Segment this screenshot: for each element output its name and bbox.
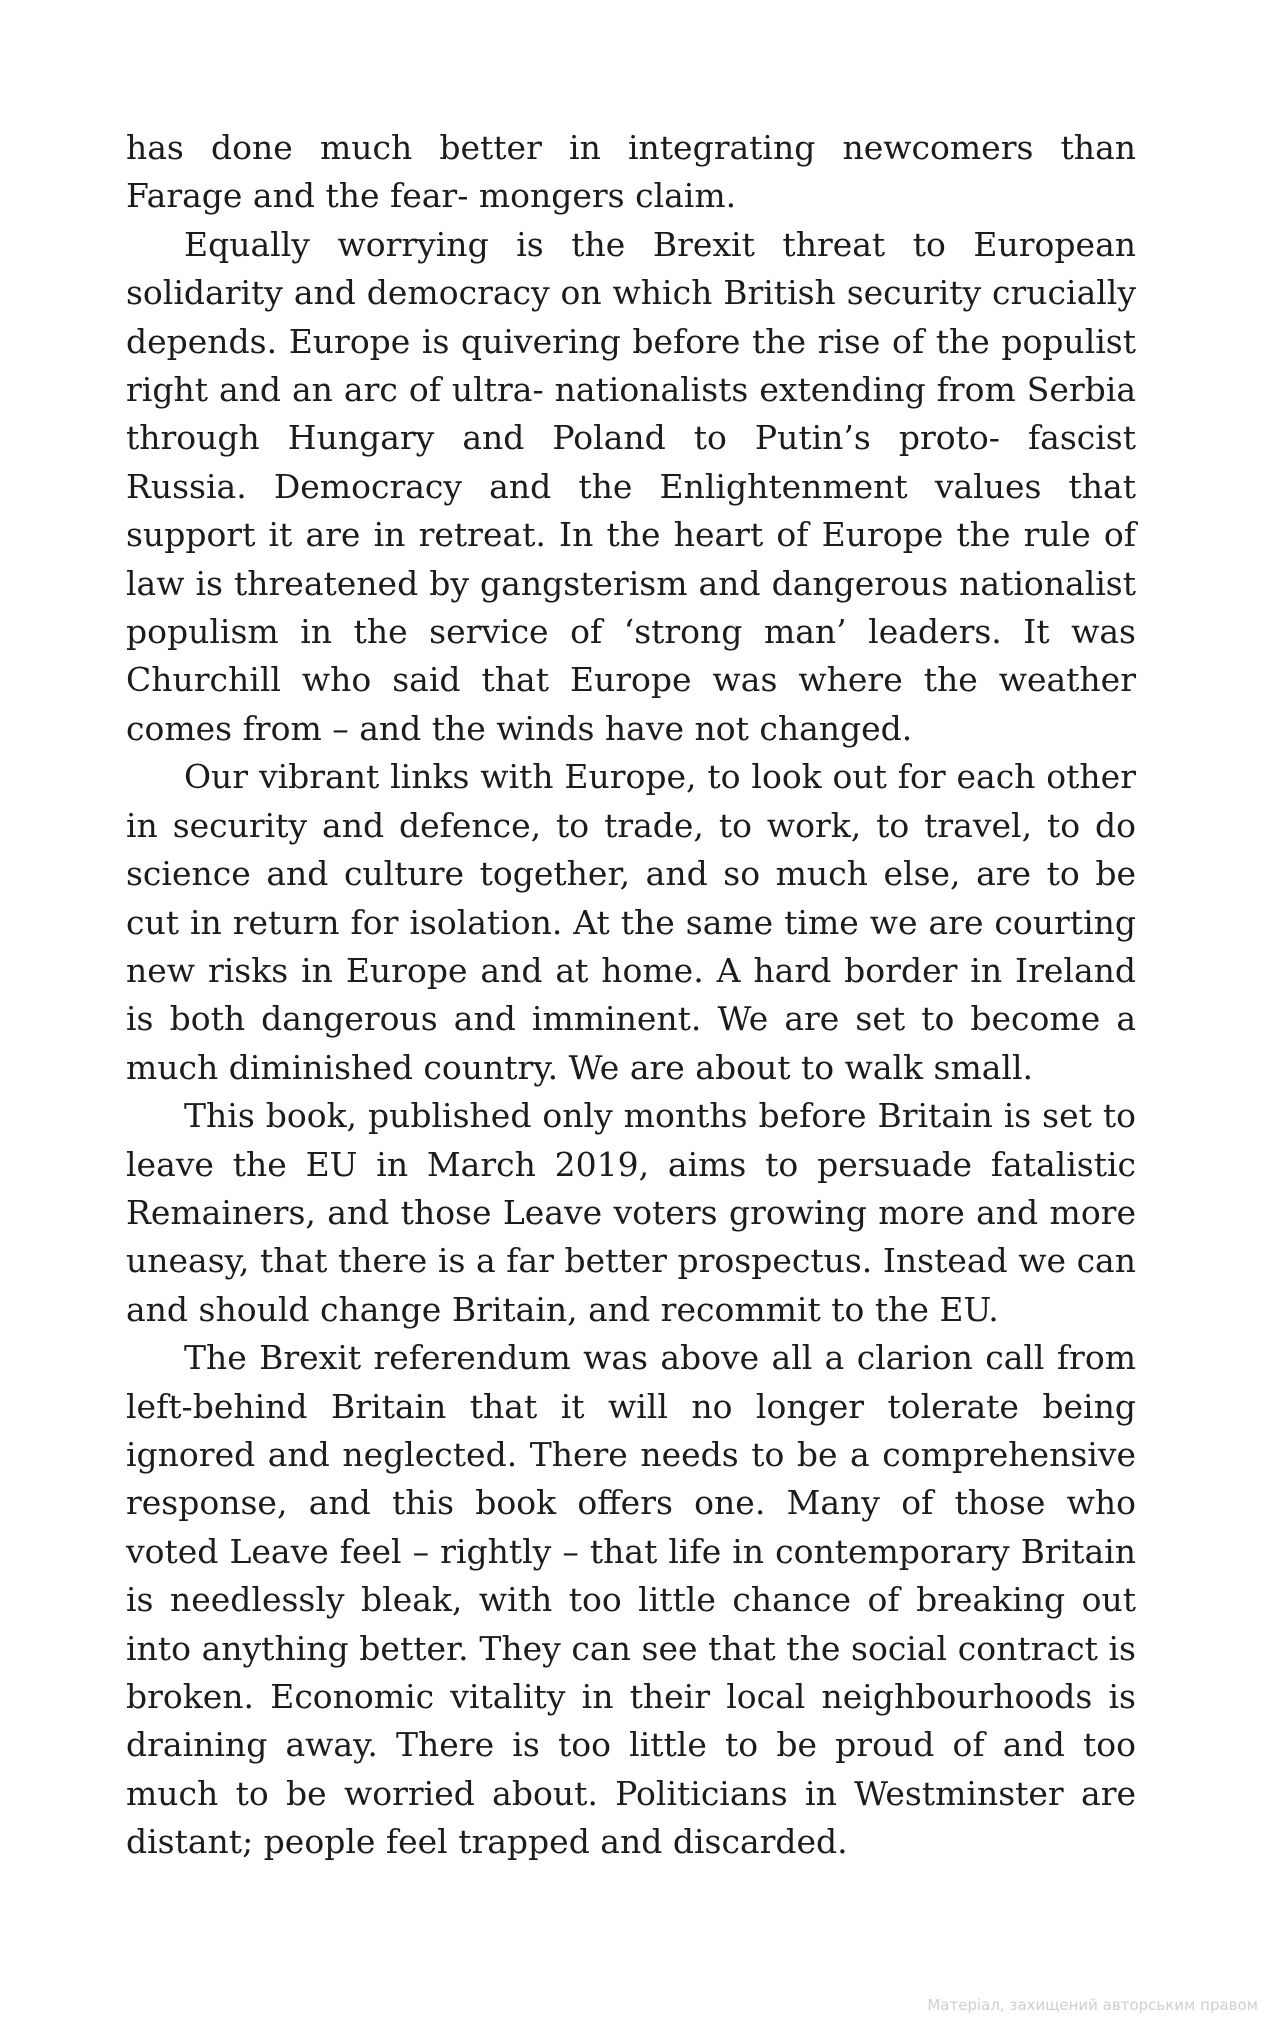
copyright-watermark: Матеріал, захищений авторським правом [927,1996,1258,2014]
page-body [126,124,1136,1867]
paragraph-book-purpose: This book, published only months before Britain is set to leave the EU in March 2019, aims to persuade fatalistic Remainers, and those Leave voters growing more and more uneasy, that there is a far better prospectus. Instead we can and should change Britain, and recommit to the EU. [126,1096,1136,1329]
paragraph-continuation: has done much better in integrating newcomers than Farage and the fear- mongers claim. [126,128,1136,216]
paragraph-links-with-europe: Our vibrant links with Europe, to look out for each other in security and defence, to trade, to work, to travel, to do science and culture together, and so much else, are to be cut in return for isolation. At the same time we are courting new risks in Europe and at home. A hard border in Ireland is both dangerous and imminent. We are set to become a much diminished country. We are about to walk small. [126,757,1136,1087]
paragraph-european-solidarity: Equally worrying is the Brexit threat to European solidarity and democracy on which British security crucially depends. Europe is quivering before the rise of the populist right and an arc of ultra- nationalists extending from Serbia through Hungary and Poland to Putin’s proto- fascist Russia. Democracy and the Enlightenment values that support it are in retreat. In the heart of Europe the rule of law is threatened by gangsterism and dangerous nationalist populism in the service of ‘strong man’ leaders. It was Churchill who said that Europe was where the weather comes from – and the winds have not changed. [126,224,1136,748]
paragraph-referendum-call: The Brexit referendum was above all a clarion call from left-behind Britain that it will no longer tolerate being ignored and neglected. There needs to be a comprehensive response, and this book offers one. Many of those who voted Leave feel – rightly – that life in contemporary Britain is needlessly bleak, with too little chance of breaking out into anything better. They can see that the social contract is broken. Economic vitality in their local neighbourhoods is draining away. There is too little to be proud of and too much to be worried about. Politicians in Westminster are distant; people feel trapped and discarded. [126,1338,1136,1862]
